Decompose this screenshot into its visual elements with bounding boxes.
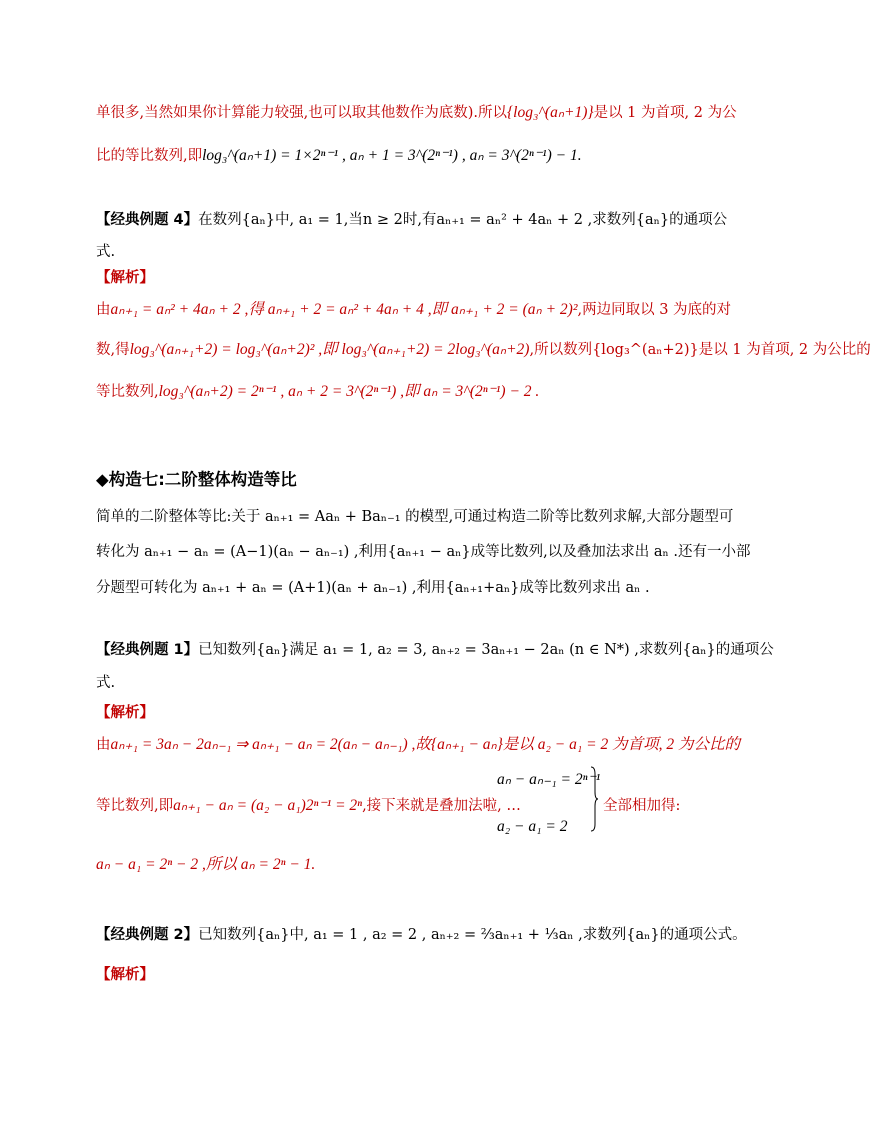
example1-statement [96, 640, 774, 660]
solution-label: 【解析】 [96, 270, 154, 286]
section-intro-2 [96, 542, 750, 562]
example1-statement-cont [96, 673, 115, 693]
system-tail-text: 全部相加得: [603, 798, 681, 814]
sol-text: 等比数列, [96, 384, 159, 400]
continued-text-line-1 [96, 103, 737, 123]
continued-text-2: 比的等比数列,即 [96, 148, 203, 164]
intro-text: 简单的二阶整体等比:关于 aₙ₊₁ = Aaₙ + Baₙ₋₁ 的模型,可通过构造二阶等比数列求解,大部分题型可 [96, 509, 734, 525]
sol-text: 等比数列,即 [96, 798, 174, 814]
example1-solution-line-3 [96, 855, 315, 875]
section-intro-1 [96, 507, 733, 527]
right-brace-icon [590, 766, 598, 832]
example2-label: 【经典例题 2】 [96, 927, 199, 943]
sol-tail: ,两边同取以 3 为底的对 [577, 302, 732, 318]
example4-solution-label [96, 268, 154, 288]
section-heading [96, 470, 297, 491]
solution-label: 【解析】 [96, 967, 154, 983]
example2-text: 已知数列{aₙ}中, a₁ = 1 , a₂ = 2 , aₙ₊₂ = ⅔aₙ₊₁ + ⅓aₙ ,求数列{aₙ}的通项公式。 [198, 927, 747, 943]
log-sequence-expression: {log₃^(aₙ+1)} [506, 104, 594, 121]
example1-solution-label [96, 703, 154, 723]
sol-math: aₙ₊₁ = 3aₙ − 2aₙ₋₁ ⇒ aₙ₊₁ − aₙ = 2(aₙ − aₙ₋₁) ,故{aₙ₊₁ − aₙ}是以 a₂ − a₁ = 2 为首项, 2 为公比的 [110, 736, 740, 753]
continued-text-tail: 是以 1 为首项, 2 为公 [593, 105, 737, 121]
intro-text: 分题型可转化为 aₙ₊₁ + aₙ = (A+1)(aₙ + aₙ₋₁) ,利用{aₙ₊₁+aₙ}成等比数列求出 aₙ . [96, 580, 650, 596]
example4-label: 【经典例题 4】 [96, 212, 199, 228]
system-tail [603, 796, 680, 816]
sol-tail: ,接下来就是叠加法啦, … [362, 798, 521, 814]
sol-math: log₃^(aₙ₊₁+2) = log₃^(aₙ+2)² ,即 log₃^(aₙ₊₁+2) = 2log₃^(aₙ+2) [129, 341, 530, 358]
continued-text: 单很多,当然如果你计算能力较强,也可以取其他数作为底数).所以 [96, 105, 507, 121]
example2-statement [96, 925, 747, 945]
sol-math: aₙ − a₁ = 2ⁿ − 2 ,所以 aₙ = 2ⁿ − 1. [96, 856, 316, 873]
system-eq-top: aₙ − aₙ₋₁ = 2ⁿ⁻¹ [497, 771, 601, 788]
example1-text: 已知数列{aₙ}满足 a₁ = 1, a₂ = 3, aₙ₊₂ = 3aₙ₊₁ − 2aₙ (n ∈ N*) ,求数列{aₙ}的通项公 [198, 642, 774, 658]
example4-solution-line-3 [96, 382, 539, 402]
result-formula: log₃^(aₙ+1) = 1×2ⁿ⁻¹ , aₙ + 1 = 3^(2ⁿ⁻¹) , aₙ = 3^(2ⁿ⁻¹) − 1. [202, 147, 582, 164]
example1-label: 【经典例题 1】 [96, 642, 199, 658]
solution-label: 【解析】 [96, 705, 154, 721]
example4-statement [96, 210, 727, 230]
example1-solution-line-2 [96, 796, 521, 816]
intro-text: 转化为 aₙ₊₁ − aₙ = (A−1)(aₙ − aₙ₋₁) ,利用{aₙ₊₁ − aₙ}成等比数列,以及叠加法求出 aₙ .还有一小部 [96, 544, 751, 560]
sol-math: log₃^(aₙ+2) = 2ⁿ⁻¹ , aₙ + 2 = 3^(2ⁿ⁻¹) ,即 aₙ = 3^(2ⁿ⁻¹) − 2 . [158, 383, 540, 400]
example4-text-2: 式. [96, 244, 116, 260]
section-intro-3 [96, 578, 650, 598]
example4-statement-cont [96, 242, 115, 262]
example4-text: 在数列{aₙ}中, a₁ = 1,当n ≥ 2时,有aₙ₊₁ = aₙ² + 4aₙ + 2 ,求数列{aₙ}的通项公 [198, 212, 728, 228]
example2-solution-label [96, 965, 154, 985]
sol-text: 数,得 [96, 342, 130, 358]
system-eq-bottom: a₂ − a₁ = 2 [497, 818, 568, 835]
section-title: ◆构造七:二阶整体构造等比 [96, 470, 297, 489]
continued-text-line-2 [96, 146, 582, 166]
example4-solution-line-2 [96, 340, 871, 360]
example1-solution-line-1 [96, 735, 740, 755]
sol-math: aₙ₊₁ = aₙ² + 4aₙ + 2 ,得 aₙ₊₁ + 2 = aₙ² + 4aₙ + 4 ,即 aₙ₊₁ + 2 = (aₙ + 2)² [110, 301, 578, 318]
sol-tail: ,所以数列{log₃^(aₙ+2)}是以 1 为首项, 2 为公比的 [529, 342, 871, 358]
sol-math: aₙ₊₁ − aₙ = (a₂ − a₁)2ⁿ⁻¹ = 2ⁿ [173, 797, 363, 814]
example1-text-2: 式. [96, 675, 116, 691]
sol-text: 由 [96, 302, 111, 318]
sol-text: 由 [96, 737, 111, 753]
example4-solution-line-1 [96, 300, 731, 320]
